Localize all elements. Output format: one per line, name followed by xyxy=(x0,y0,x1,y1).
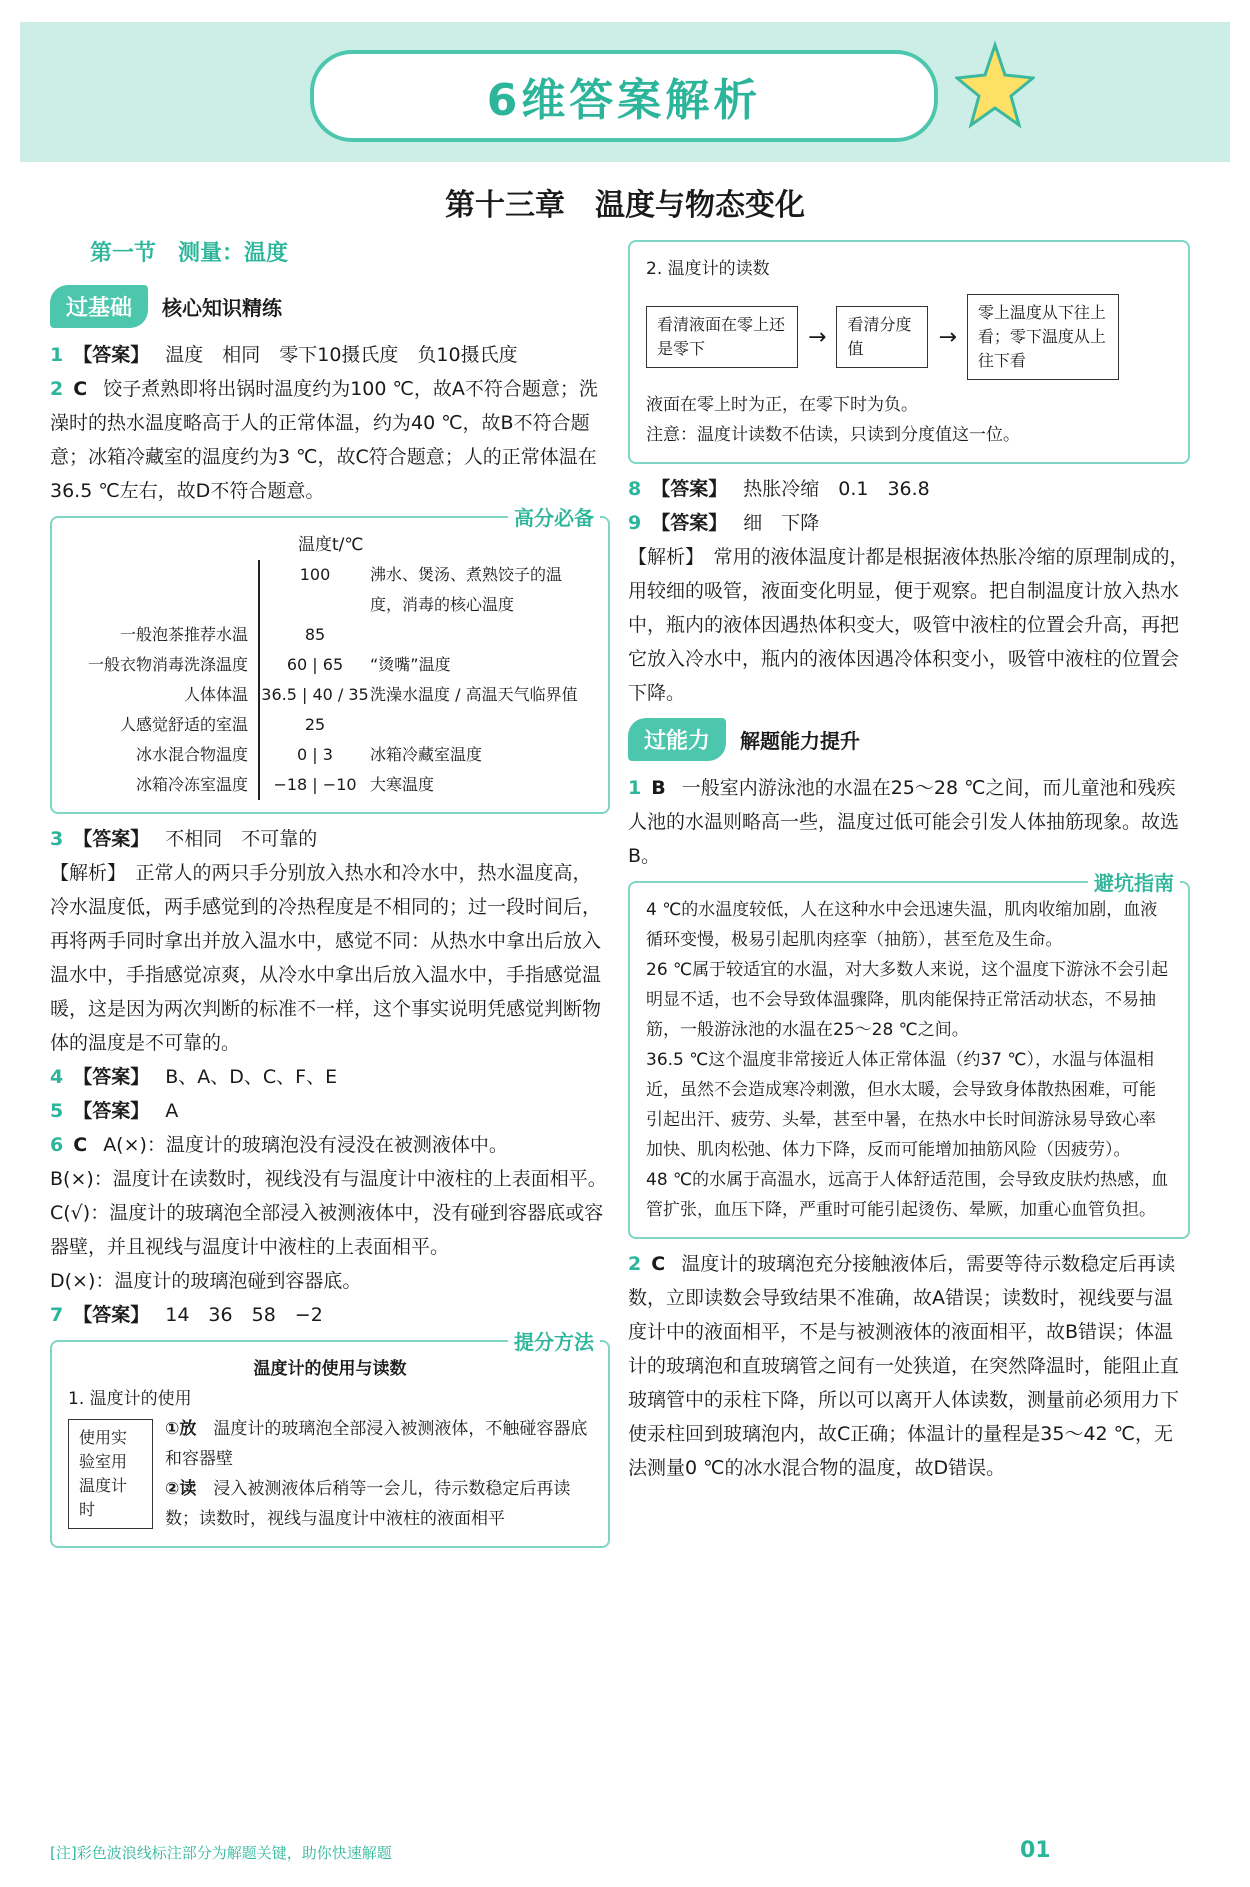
pitfall-para: 26 ℃属于较适宜的水温，对大多数人来说，这个温度下游泳不会引起明显不适，也不会导致体温骤降，肌肉能保持正常活动状态，不易抽筋，一般游泳池的水温在25～28 ℃之间。 xyxy=(646,960,1169,1040)
pitfall-para: 36.5 ℃这个温度非常接近人体正常体温（约37 ℃），水温与体温相近，虽然不会造成寒冷刺激，但水太暖，会导致身体散热困难，可能引起出汗、疲劳、头晕，甚至中暑，在热水中长时间游泳易导致心率加快、肌肉松弛、体力下降，反而可能增加抽筋风险（因疲劳）。 xyxy=(646,1050,1156,1160)
axis-title: 温度t/℃ xyxy=(298,535,364,555)
tag-badge: 过基础 xyxy=(50,285,148,328)
scale-row: 人体体温 36.5 | 40 / 35 洗澡水温度 / 高温天气临界值 xyxy=(68,680,592,710)
flow-step-2: 看清分度值 xyxy=(836,306,928,368)
scale-rows xyxy=(68,560,592,800)
left-column xyxy=(50,232,610,1556)
scale-row: 一般衣物消毒洗涤温度 60 | 65 “烫嘴”温度 xyxy=(68,650,592,680)
method-sub: 1. 温度计的使用 xyxy=(68,1389,192,1409)
temperature-scale-box xyxy=(50,506,610,814)
arrow-right-icon: → xyxy=(938,324,957,350)
box-label: 提分方法 xyxy=(508,1326,600,1355)
question-7: 7 【答案】 14 36 58 −2 xyxy=(50,1304,323,1326)
scale-row: 冰水混合物温度 0 | 3 冰箱冷藏室温度 xyxy=(68,740,592,770)
question-5: 5 【答案】 A xyxy=(50,1100,179,1122)
section-title: 第一节 测量：温度 xyxy=(90,241,289,266)
reading-line-1: 液面在零上时为正，在零下时为负。 xyxy=(646,395,918,415)
question-4: 4 【答案】 B、A、D、C、F、E xyxy=(50,1066,338,1088)
right-column xyxy=(628,232,1190,1485)
question-2: 2 C 饺子煮熟即将出锅时温度约为100 ℃，故A不符合题意；洗澡时的热水温度略高于人的正常体温，约为40 ℃，故B不符合题意；冰箱冷藏室的温度约为3 ℃，故C符合题意；人的正常体温在36.5 ℃左右，故D不符合题意。 xyxy=(50,378,598,502)
ability-question-1: 1 B 一般室内游泳池的水温在25～28 ℃之间，而儿童池和残疾人池的水温则略高一些，温度过低可能会引发人体抽筋现象。故选B。 xyxy=(628,777,1180,867)
title-pill xyxy=(310,50,938,142)
reading-box xyxy=(628,240,1190,464)
method-root: 使用实验室用温度计时 xyxy=(68,1419,153,1529)
scale-row: 100 沸水、煲汤、煮熟饺子的温度，消毒的核心温度 xyxy=(68,560,592,620)
question-9: 9 【答案】 细 下降 xyxy=(628,512,820,534)
flow-step-3: 零上温度从下往上看；零下温度从上往下看 xyxy=(967,294,1119,380)
reading-sub: 2. 温度计的读数 xyxy=(646,259,770,279)
footer-note: [注]彩色波浪线标注部分为解题关键，助你快速解题 xyxy=(50,1844,392,1862)
branch-1: ①放 温度计的玻璃泡全部浸入被测液体，不触碰容器底和容器壁 xyxy=(165,1419,588,1469)
question-6-line: C(√)：温度计的玻璃泡全部浸入被测液体中，没有碰到容器底或容器壁，并且视线与温度计中液柱的上表面相平。 xyxy=(50,1202,604,1258)
scale-row: 人感觉舒适的室温 25 xyxy=(68,710,592,740)
reading-line-2: 注意：温度计读数不估读，只读到分度值这一位。 xyxy=(646,425,1020,445)
box-label: 避坑指南 xyxy=(1088,867,1180,896)
question-3-analysis: 【解析】 正常人的两只手分别放入热水和冷水中，热水温度高，冷水温度低，两手感觉到的冷热程度是不相同的；过一段时间后，再将两手同时拿出并放入温水中，感觉不同：从热水中拿出后放入温水中，手指感觉凉爽，从冷水中拿出后放入温水中，手指感觉温暖，这是因为两次判断的标准不一样，这个事实说明凭感觉判断物体的温度是不可靠的。 xyxy=(50,862,602,1054)
flow-step-1: 看清液面在零上还是零下 xyxy=(646,306,798,368)
pitfall-box xyxy=(628,871,1190,1239)
tag-basic xyxy=(50,285,610,328)
banner-title: 6维答案解析 xyxy=(486,75,762,126)
tag-text: 核心知识精练 xyxy=(162,296,283,320)
question-3: 3 【答案】 不相同 不可靠的 xyxy=(50,828,318,850)
question-6-line: D(×)：温度计的玻璃泡碰到容器底。 xyxy=(50,1270,362,1292)
scale-row: 一般泡茶推荐水温 85 xyxy=(68,620,592,650)
method-title: 温度计的使用与读数 xyxy=(253,1359,407,1379)
question-6: 6 C A(×)：温度计的玻璃泡没有浸没在被测液体中。 xyxy=(50,1134,508,1156)
method-box xyxy=(50,1330,610,1548)
pitfall-para: 4 ℃的水温度较低，人在这种水中会迅速失温，肌肉收缩加剧，血液循环变慢，极易引起肌肉痉挛（抽筋），甚至危及生命。 xyxy=(646,900,1158,950)
tag-text: 解题能力提升 xyxy=(740,729,861,753)
pitfall-para: 48 ℃的水属于高温水，远高于人体舒适范围，会导致皮肤灼热感，血管扩张，血压下降，严重时可能引起烫伤、晕厥，加重心血管负担。 xyxy=(646,1170,1169,1220)
chapter-title: 第十三章 温度与物态变化 xyxy=(445,188,805,223)
question-8: 8 【答案】 热胀冷缩 0.1 36.8 xyxy=(628,478,930,500)
tag-badge: 过能力 xyxy=(628,718,726,761)
box-label: 高分必备 xyxy=(508,502,600,531)
scale-row: 冰箱冷冻室温度 −18 | −10 大寒温度 xyxy=(68,770,592,800)
reading-flow xyxy=(646,294,1172,380)
question-9-analysis: 【解析】 常用的液体温度计都是根据液体热胀冷缩的原理制成的，用较细的吸管，液面变化明显，便于观察。把自制温度计放入热水中，瓶内的液体因遇热体积变大，吸管中液柱的位置会升高，再把它放入冷水中，瓶内的液体因遇冷体积变小，吸管中液柱的位置会下降。 xyxy=(628,546,1189,704)
star-mascot-icon xyxy=(955,40,1035,150)
arrow-right-icon: → xyxy=(808,324,827,350)
ability-question-2: 2 C 温度计的玻璃泡充分接触液体后，需要等待示数稳定后再读数，立即读数会导致结果不准确，故A错误；读数时，视线要与温度计中的液面相平，不是与被测液体的液面相平，故B错误；体温计的玻璃泡和直玻璃管之间有一处狭道，在突然降温时，能阻止直玻璃管中的汞柱下降，所以可以离开人体读数，测量前必须用力下使汞柱回到玻璃泡内，故C正确；体温计的量程是35～42 ℃，无法测量0 ℃的冰水混合物的温度，故D错误。 xyxy=(628,1253,1180,1479)
question-6-line: B(×)：温度计在读数时，视线没有与温度计中液柱的上表面相平。 xyxy=(50,1168,607,1190)
question-1: 1 【答案】 温度 相同 零下10摄氏度 负10摄氏度 xyxy=(50,344,518,366)
branch-2: ②读 浸入被测液体后稍等一会儿，待示数稳定后再读数；读数时，视线与温度计中液柱的液面相平 xyxy=(165,1479,571,1529)
page-number: 01 xyxy=(1020,1838,1051,1863)
tag-ability xyxy=(628,718,1190,761)
